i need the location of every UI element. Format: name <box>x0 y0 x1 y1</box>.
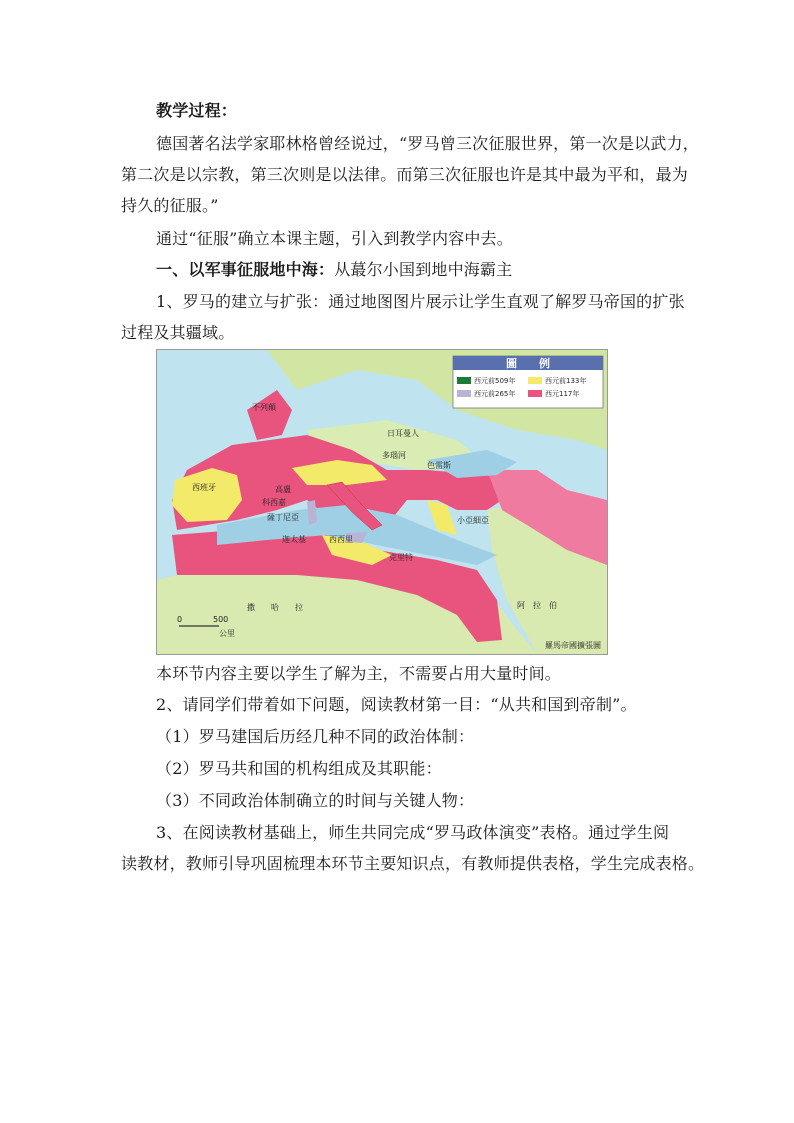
intro-line-1: 德国著名法学家耶林格曾经说过，“罗马曾三次征服世界，第一次是以武力， <box>156 134 699 153</box>
label-asia-minor: 小亞細亞 <box>457 516 489 525</box>
label-thrace: 色雷斯 <box>427 461 451 470</box>
label-carthage: 迦太基 <box>282 535 306 544</box>
item1-line-1: 1、罗马的建立与扩张：通过地图图片展示让学生直观了解罗马帝国的扩张 <box>156 292 685 311</box>
label-crete: 克里特 <box>389 553 413 562</box>
question-1: （1）罗马建国后历经几种不同的政治体制： <box>156 727 475 746</box>
section-heading: 教学过程： <box>156 101 238 120</box>
theme-paragraph: 通过“征服”确立本课主题，引入到教学内容中去。 <box>156 229 513 248</box>
legend-swatch-509 <box>457 377 471 384</box>
legend-label-133: 西元前133年 <box>545 377 587 385</box>
scale-mid: 500 <box>213 615 229 624</box>
note-paragraph: 本环节内容主要以学生了解为主，不需要占用大量时间。 <box>156 664 562 683</box>
legend-swatch-133 <box>528 377 542 384</box>
label-sardinia: 薩丁尼亞 <box>267 513 299 522</box>
scale-unit: 公里 <box>219 629 235 638</box>
legend-label-265: 西元前265年 <box>474 390 516 398</box>
item3-line-2: 读教材，教师引导巩固梳理本环节主要知识点，有教师提供表格，学生完成表格。 <box>121 854 705 873</box>
intro-line-3: 持久的征服。” <box>121 196 219 215</box>
label-corsica: 科西嘉 <box>262 498 286 507</box>
question-2: （2）罗马共和国的机构组成及其职能： <box>156 759 442 778</box>
label-spain: 西班牙 <box>192 483 216 492</box>
label-danube: 多瑙河 <box>382 451 406 460</box>
roman-empire-map <box>156 349 608 655</box>
section1-title-rest: 从蕞尔小国到地中海霸主 <box>334 260 513 279</box>
question-3: （3）不同政治体制确立的时间与关键人物： <box>156 791 475 810</box>
label-germans: 日耳曼人 <box>387 429 419 438</box>
legend-label-117: 西元117年 <box>545 390 580 398</box>
intro-line-2: 第二次是以宗教，第三次则是以法律。而第三次征服也许是其中最为平和，最为 <box>121 165 689 184</box>
legend-title: 圖 例 <box>506 357 550 370</box>
label-gaul: 高盧 <box>275 485 291 494</box>
map-caption: 羅馬帝國擴張圖 <box>545 641 601 650</box>
section1-title-bold: 一、以军事征服地中海： <box>156 260 335 279</box>
scale-zero: 0 <box>177 615 183 624</box>
label-sicily: 西西里 <box>329 535 353 544</box>
label-sahara: 撒 哈 拉 <box>247 603 303 612</box>
item3-line-1: 3、在阅读教材基础上，师生共同完成“罗马政体演变”表格。通过学生阅 <box>156 823 670 842</box>
item2-paragraph: 2、请同学们带着如下问题，阅读教材第一目：“从共和国到帝制”。 <box>156 695 637 714</box>
legend-swatch-117 <box>528 390 542 397</box>
section1-title <box>156 259 512 281</box>
legend-label-509: 西元前509年 <box>474 377 516 385</box>
legend-swatch-265 <box>457 390 471 397</box>
label-arabia: 阿 拉 伯 <box>517 601 557 610</box>
item1-line-2: 过程及其疆域。 <box>121 323 235 342</box>
label-britain: 不列顛 <box>252 403 276 412</box>
